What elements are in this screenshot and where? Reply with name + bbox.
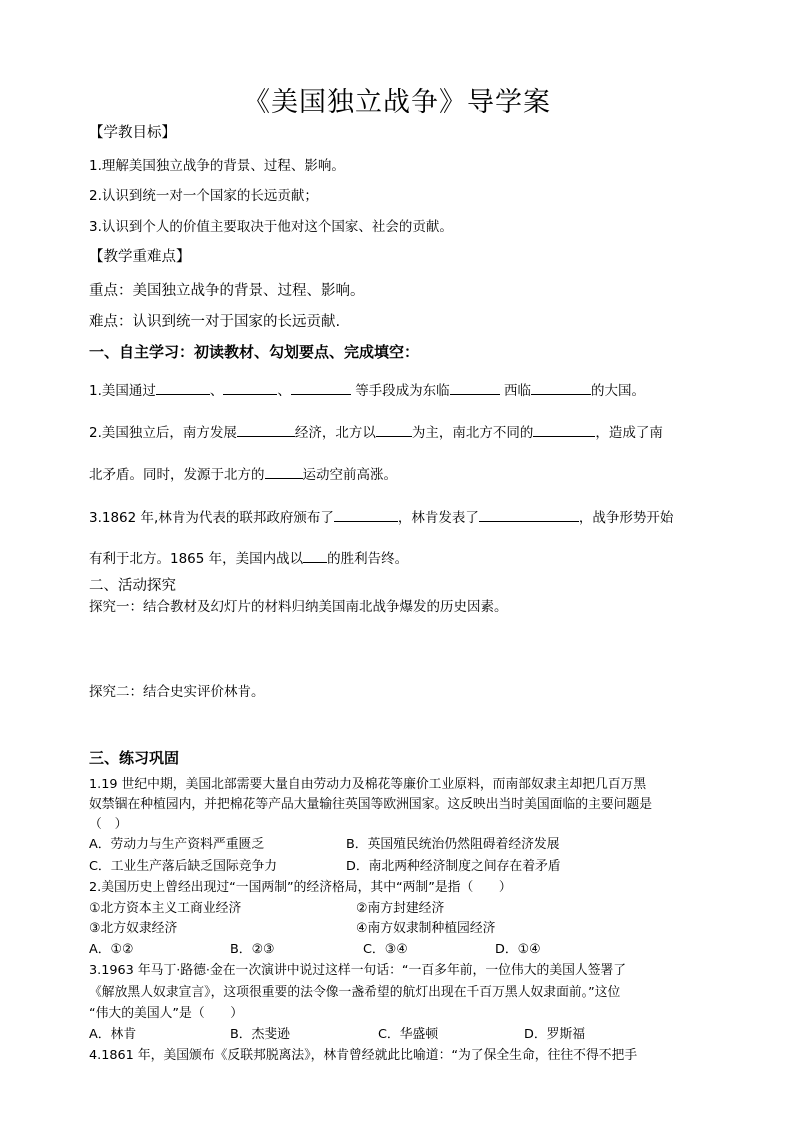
q3-text-c: ，战争形势开始 <box>578 510 674 526</box>
q2-text-b: 经济，北方以 <box>294 425 376 441</box>
option-c: C．工业生产落后缺乏国际竞争力 <box>89 859 278 874</box>
q3-text-e: 的胜利告终。 <box>327 551 409 567</box>
page-title: 《美国独立战争》导学案 <box>243 87 551 118</box>
q2-text-a: 2.美国独立后，南方发展 <box>89 425 237 441</box>
option-a: A．①② <box>89 942 134 957</box>
option-d: D．罗斯福 <box>524 1027 586 1042</box>
q2-item-2: ②南方封建经济 <box>356 901 445 916</box>
fill-question-2 <box>89 422 663 442</box>
difficulty-heading: 【教学重难点】 <box>89 249 191 265</box>
q2-item-1: ①北方资本主义工商业经济 <box>89 901 242 916</box>
inquiry-1: 探究一：结合教材及幻灯片的材料归纳美国南北战争爆发的历史因素。 <box>89 599 508 615</box>
q1-text-d: 等手段成为东临 <box>355 383 450 399</box>
q1-text-f: 的大国。 <box>590 383 645 399</box>
practice-q3-line3: “伟大的美国人”是（ ） <box>89 1006 244 1021</box>
q2-text-f: 运动空前高涨。 <box>302 467 397 483</box>
blank-field[interactable] <box>291 380 351 395</box>
q2-item-3: ③北方奴隶经济 <box>89 921 178 936</box>
goal-item-1: 1.理解美国独立战争的背景、过程、影响。 <box>89 158 345 174</box>
q1-text-c: 、 <box>277 383 291 399</box>
blank-field[interactable] <box>223 380 277 395</box>
self-study-heading: 一、自主学习：初读教材、勾划要点、完成填空： <box>89 343 420 361</box>
practice-heading: 三、练习巩固 <box>89 749 180 767</box>
practice-q1-line1: 1.19 世纪中期，美国北部需要大量自由劳动力及棉花等廉价工业原料，而南部奴隶主却把几百万黑 <box>89 777 647 792</box>
q1-text-e: 西临 <box>503 383 531 399</box>
option-d: D．①④ <box>495 942 541 957</box>
goal-item-3: 3.认识到个人的价值主要取决于他对这个国家、社会的贡献。 <box>89 219 453 235</box>
fill-question-1 <box>89 380 645 400</box>
goal-item-2: 2.认识到统一对一个国家的长远贡献； <box>89 188 318 204</box>
q2-item-4: ④南方奴隶制种植园经济 <box>356 921 496 936</box>
practice-q3-line1: 3.1963 年马丁·路德·金在一次演讲中说过这样一句话：“一百多年前，一位伟大的美国人签署了 <box>89 963 627 978</box>
practice-q1-line3: （ ） <box>89 817 128 832</box>
blank-field[interactable] <box>450 380 500 395</box>
blank-field[interactable] <box>265 464 303 479</box>
blank-field[interactable] <box>479 507 579 522</box>
practice-q1-line2: 奴禁锢在种植园内，并把棉花等产品大量输往英国等欧洲国家。这反映出当时美国面临的主要问题是 <box>89 797 653 812</box>
q1-text-a: 1.美国通过 <box>89 383 156 399</box>
blank-field[interactable] <box>531 380 591 395</box>
option-d: D．南北两种经济制度之间存在着矛盾 <box>346 859 561 874</box>
option-c: C．华盛顿 <box>378 1027 439 1042</box>
blank-field[interactable] <box>156 380 210 395</box>
fill-question-2-cont <box>89 464 397 484</box>
fill-question-3-cont <box>89 548 408 568</box>
practice-q3-line2: 《解放黑人奴隶宣言》，这项很重要的法令像一盏希望的航灯出现在千百万黑人奴隶面前。”这位 <box>89 985 621 1000</box>
q1-text-b: 、 <box>209 383 224 399</box>
blank-field[interactable] <box>376 422 412 437</box>
practice-q2-line1: 2.美国历史上曾经出现过“一国两制”的经济格局，其中“两制”是指（ ） <box>89 880 512 895</box>
q3-text-a: 3.1862 年,林肯为代表的联邦政府颁布了 <box>89 510 334 526</box>
activity-heading: 二、活动探究 <box>89 578 176 594</box>
inquiry-2: 探究二：结合史实评价林肯。 <box>89 684 265 700</box>
q2-text-d: ，造成了南 <box>595 425 663 441</box>
q3-text-b: ，林肯发表了 <box>397 510 479 526</box>
option-c: C．③④ <box>363 942 408 957</box>
blank-field[interactable] <box>334 507 398 522</box>
blank-field[interactable] <box>303 548 327 563</box>
option-b: B．杰斐逊 <box>230 1027 290 1042</box>
key-point: 重点：美国独立战争的背景、过程、影响。 <box>89 283 365 299</box>
goals-heading: 【学教目标】 <box>89 125 176 141</box>
q2-text-e: 北矛盾。同时，发源于北方的 <box>89 467 265 483</box>
option-a: A．劳动力与生产资料严重匮乏 <box>89 837 265 852</box>
hard-point: 难点：认识到统一对于国家的长远贡献. <box>89 314 341 330</box>
option-b: B．②③ <box>230 942 275 957</box>
option-a: A．林肯 <box>89 1027 137 1042</box>
blank-field[interactable] <box>237 422 295 437</box>
practice-q4-line1: 4.1861 年，美国颁布《反联邦脱离法》，林肯曾经就此比喻道：“为了保全生命，往往不得不把手 <box>89 1048 638 1063</box>
q3-text-d: 有利于北方。1865 年，美国内战以 <box>89 551 304 567</box>
q2-text-c: 为主，南北方不同的 <box>411 425 534 441</box>
fill-question-3 <box>89 507 673 527</box>
option-b: B．英国殖民统治仍然阻碍着经济发展 <box>346 837 560 852</box>
blank-field[interactable] <box>533 422 595 437</box>
